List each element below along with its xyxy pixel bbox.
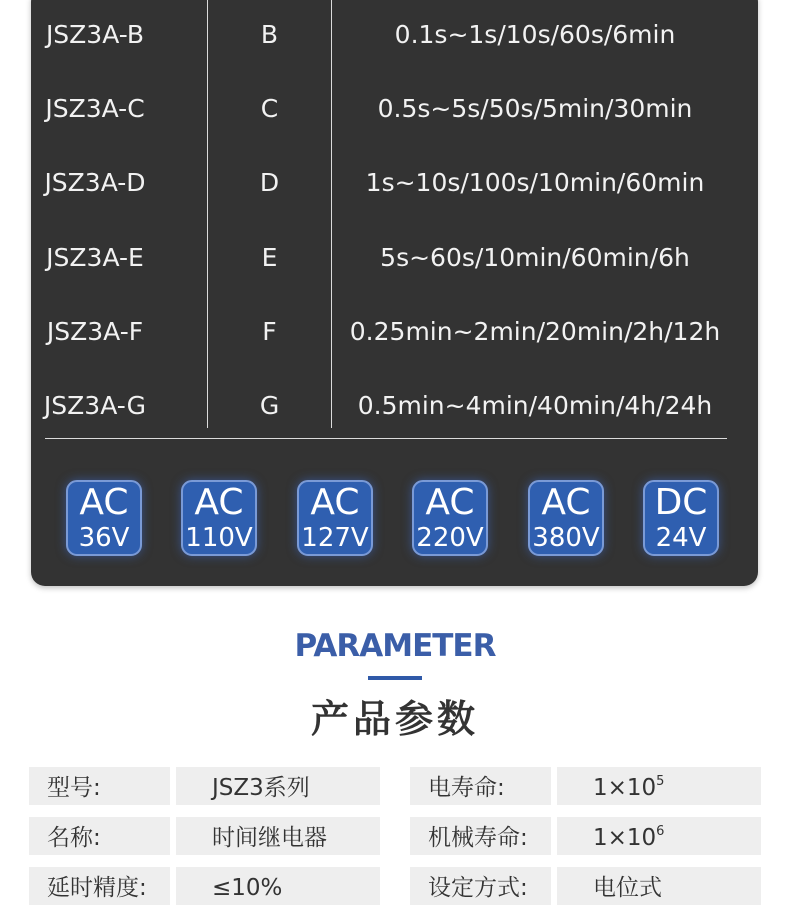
model-cell: JSZ3A-E (46, 243, 144, 272)
section-title-cn: 产品参数 (310, 697, 479, 741)
voltage-value: 127V (301, 523, 369, 553)
range-cell: 0.5min~4min/40min/4h/24h (357, 391, 713, 420)
code-cell: B (260, 20, 279, 49)
voltage-badge (297, 480, 373, 556)
param-value: ≤10% (176, 867, 380, 905)
voltage-value: 220V (416, 523, 484, 553)
voltage-value: 24V (655, 523, 707, 553)
param-value: $1\times 10^6$ (557, 817, 761, 855)
voltage-badge (643, 480, 719, 556)
range-cell: 0.25min~2min/20min/2h/12h (349, 317, 721, 346)
voltage-badges (0, 480, 790, 560)
voltage-type: AC (79, 482, 129, 523)
column-divider (207, 0, 208, 428)
code-cell: C (260, 94, 279, 123)
section-title-en: PARAMETER (294, 628, 496, 664)
param-label: 名称: (29, 817, 170, 855)
param-value: JSZ3系列 (176, 767, 380, 805)
table-row (0, 386, 790, 426)
voltage-type: AC (541, 482, 591, 523)
voltage-type: AC (194, 482, 244, 523)
table-row (0, 89, 790, 129)
code-cell: F (262, 317, 277, 346)
voltage-type: AC (425, 482, 475, 523)
model-cell: JSZ3A-F (46, 317, 144, 346)
param-label: 型号: (29, 767, 170, 805)
range-cell: 1s~10s/100s/10min/60min (365, 168, 705, 197)
voltage-value: 110V (185, 523, 253, 553)
voltage-value: 380V (532, 523, 600, 553)
param-label: 电寿命: (410, 767, 551, 805)
model-cell: JSZ3A-G (43, 391, 147, 420)
range-cell: 5s~60s/10min/60min/6h (380, 243, 690, 272)
table-row (0, 238, 790, 278)
code-cell: G (259, 391, 280, 420)
param-label: 延时精度: (29, 867, 170, 905)
table-bottom-divider (45, 438, 727, 439)
voltage-badge (412, 480, 488, 556)
voltage-badge (181, 480, 257, 556)
voltage-type: AC (310, 482, 360, 523)
table-row (0, 163, 790, 203)
range-cell: 0.1s~1s/10s/60s/6min (394, 20, 676, 49)
param-value: 时间继电器 (176, 817, 380, 855)
param-value: 电位式 (557, 867, 761, 905)
voltage-type: DC (654, 482, 708, 523)
param-value: $1\times 10^5$ (557, 767, 761, 805)
voltage-badge (66, 480, 142, 556)
code-cell: E (261, 243, 278, 272)
param-label: 设定方式: (410, 867, 551, 905)
column-divider (331, 0, 332, 428)
voltage-value: 36V (78, 523, 130, 553)
voltage-badge (528, 480, 604, 556)
code-cell: D (259, 168, 280, 197)
range-cell: 0.5s~5s/50s/5min/30min (377, 94, 693, 123)
title-underline (368, 676, 422, 680)
table-row (0, 15, 790, 55)
param-label: 机械寿命: (410, 817, 551, 855)
table-row (0, 312, 790, 352)
model-cell: JSZ3A-B (45, 20, 145, 49)
model-cell: JSZ3A-C (45, 94, 145, 123)
model-cell: JSZ3A-D (44, 168, 146, 197)
